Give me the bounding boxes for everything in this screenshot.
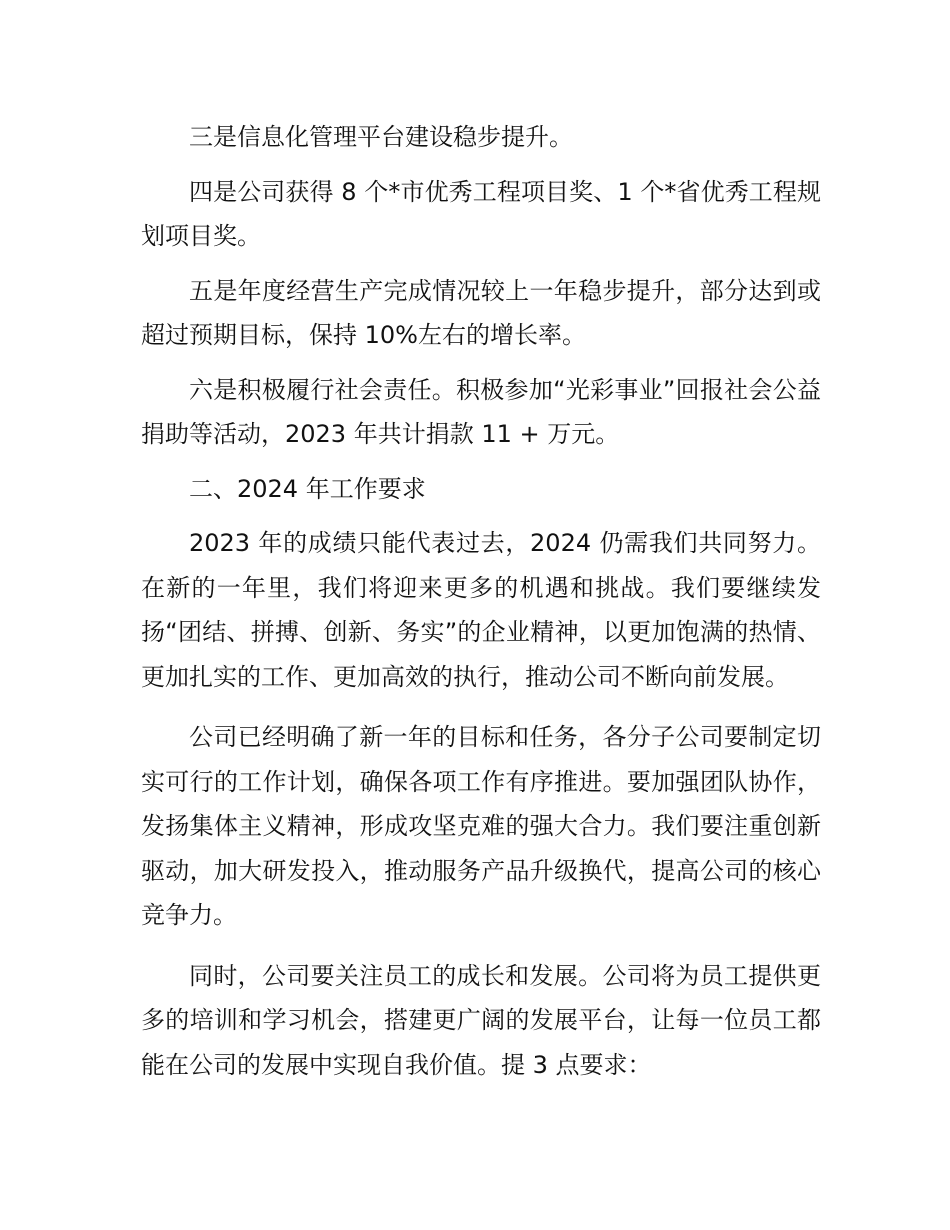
paragraph-2023-achievements: 2023 年的成绩只能代表过去，2024 仍需我们共同努力。在新的一年里，我们将迎来更多的机遇和挑战。我们要继续发扬“团结、拼搏、创新、务实”的企业精神，以更加饱满的热情、更加扎实的工作、更加高效的执行，推动公司不断向前发展。 [141,529,821,691]
paragraph-social-responsibility: 六是积极履行社会责任。积极参加“光彩事业”回报社会公益捐助等活动，2023 年共计捐款 11 + 万元。 [141,375,821,448]
paragraph-awards: 四是公司获得 8 个*市优秀工程项目奖、1 个*省优秀工程规划项目奖。 [141,177,821,250]
paragraph-operations: 五是年度经营生产完成情况较上一年稳步提升，部分达到或超过预期目标，保持 10%左右的增长率。 [141,276,821,349]
paragraph-employee-development: 同时，公司要关注员工的成长和发展。公司将为员工提供更多的培训和学习机会，搭建更广阔的发展平台，让每一位员工都能在公司的发展中实现自我价值。提 3 点要求： [141,961,821,1079]
paragraph-goals-and-tasks: 公司已经明确了新一年的目标和任务，各分子公司要制定切实可行的工作计划，确保各项工作有序推进。要加强团队协作，发扬集体主义精神，形成攻坚克难的强大合力。我们要注重创新驱动，加大研发投入，推动服务产品升级换代，提高公司的核心竞争力。 [141,723,821,929]
section-heading-2024-requirements: 二、2024 年工作要求 [189,474,426,503]
document-body [141,115,821,1097]
paragraph-informatization: 三是信息化管理平台建设稳步提升。 [189,123,573,151]
